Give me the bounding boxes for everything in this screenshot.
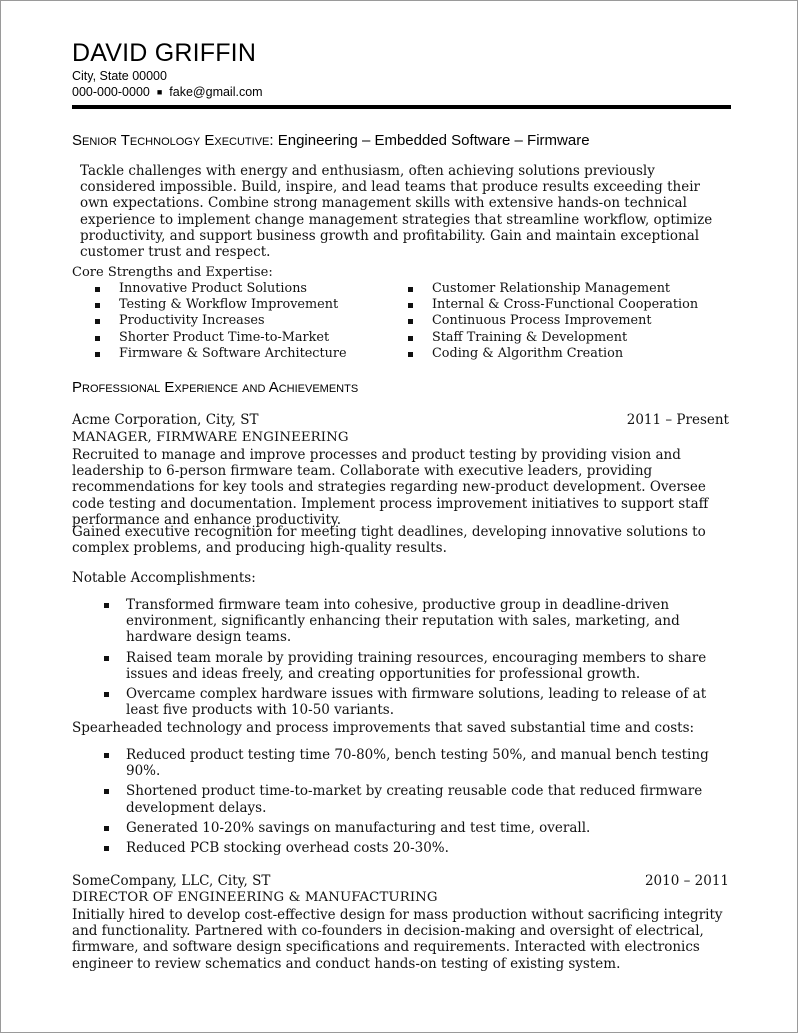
core-strengths-left — [93, 281, 347, 362]
core-strength-item: Firmware & Software Architecture — [93, 346, 347, 362]
candidate-name: DAVID GRIFFIN — [72, 39, 257, 67]
accomplishment-item: Overcame complex hardware issues with firmware solutions, leading to release of at least five products with 10-50 variants. — [101, 686, 731, 718]
core-strength-item: Customer Relationship Management — [406, 281, 698, 297]
headline-focus: Engineering – Embedded Software – Firmware — [277, 132, 590, 149]
core-strength-item: Productivity Increases — [93, 313, 347, 329]
headline — [72, 132, 590, 149]
job-header — [72, 412, 731, 428]
core-strength-item: Innovative Product Solutions — [93, 281, 347, 297]
headline-role-text: Senior Technology Executive: — [72, 132, 274, 149]
accomplishment-item: Transformed firmware team into cohesive, productive group in deadline-driven environment, significantly enhancing their reputation with sales, marketing, and hardware design teams. — [101, 597, 731, 646]
core-strengths-title: Core Strengths and Expertise: — [72, 265, 273, 280]
job-dates: 2011 – Present — [626, 412, 729, 428]
job-description: Initially hired to develop cost-effective design for mass production without sacrificing integrity and functionality. Partnered with co-founders in decision-making and oversight of electrical, firmware, and software design specifications and requirements. Interacted with electronics engineer to review schematics and conduct hands-on testing of existing system. — [72, 907, 723, 972]
headline-role — [72, 132, 278, 149]
job-title: DIRECTOR OF ENGINEERING & MANUFACTURING — [72, 890, 438, 905]
improvement-item: Reduced PCB stocking overhead costs 20-30%. — [101, 840, 731, 856]
separator-square-icon: ■ — [156, 87, 163, 97]
core-strength-item: Continuous Process Improvement — [406, 313, 698, 329]
email-address: fake@gmail.com — [169, 85, 263, 99]
core-strength-item: Internal & Cross-Functional Cooperation — [406, 297, 698, 313]
improvements-list — [101, 747, 731, 860]
core-strengths-right — [406, 281, 698, 362]
improvements-label: Spearheaded technology and process improvements that saved substantial time and costs: — [72, 720, 695, 736]
accomplishments-list — [101, 597, 731, 722]
core-strength-item: Shorter Product Time-to-Market — [93, 330, 347, 346]
job-company: SomeCompany, LLC, City, ST — [72, 873, 271, 889]
professional-summary: Tackle challenges with energy and enthusiasm, often achieving solutions previously considered impossible. Build, inspire, and lead teams that produce results exceeding their own expectations. Combine strong management skills with extensive hands-on technical experience to implement change management strategies that streamline workflow, optimize productivity, and support business growth and profitability. Gain and maintain exceptional customer trust and respect. — [80, 163, 713, 261]
core-strength-item: Staff Training & Development — [406, 330, 698, 346]
job-dates: 2010 – 2011 — [644, 873, 729, 889]
job-title: MANAGER, FIRMWARE ENGINEERING — [72, 430, 349, 445]
phone-number: 000-000-0000 — [72, 85, 150, 99]
job-recognition: Gained executive recognition for meeting tight deadlines, developing innovative solutions to complex problems, and producing high-quality results. — [72, 524, 706, 557]
candidate-location: City, State 00000 — [72, 69, 167, 83]
core-strength-item: Coding & Algorithm Creation — [406, 346, 698, 362]
experience-section-title: Professional Experience and Achievements — [72, 379, 359, 396]
improvement-item: Shortened product time-to-market by creating reusable code that reduced firmware development delays. — [101, 783, 731, 815]
improvement-item: Generated 10-20% savings on manufacturing and test time, overall. — [101, 820, 731, 836]
job-header — [72, 873, 731, 889]
job-company: Acme Corporation, City, ST — [72, 412, 259, 428]
header-divider — [72, 105, 731, 109]
accomplishment-item: Raised team morale by providing training resources, encouraging members to share issues and ideas freely, and creating opportunities for professional growth. — [101, 650, 731, 682]
core-strength-item: Testing & Workflow Improvement — [93, 297, 347, 313]
job-description: Recruited to manage and improve processes and product testing by providing vision and leadership to 6-person firmware team. Collaborate with executive leaders, providing recommendations for key tools and strategies regarding new-product development. Oversee code testing and documentation. Implement process improvement initiatives to support staff performance and enhance productivity. — [72, 447, 709, 528]
contact-line — [72, 85, 263, 99]
accomplishments-label: Notable Accomplishments: — [72, 570, 256, 586]
improvement-item: Reduced product testing time 70-80%, bench testing 50%, and manual bench testing 90%. — [101, 747, 731, 779]
